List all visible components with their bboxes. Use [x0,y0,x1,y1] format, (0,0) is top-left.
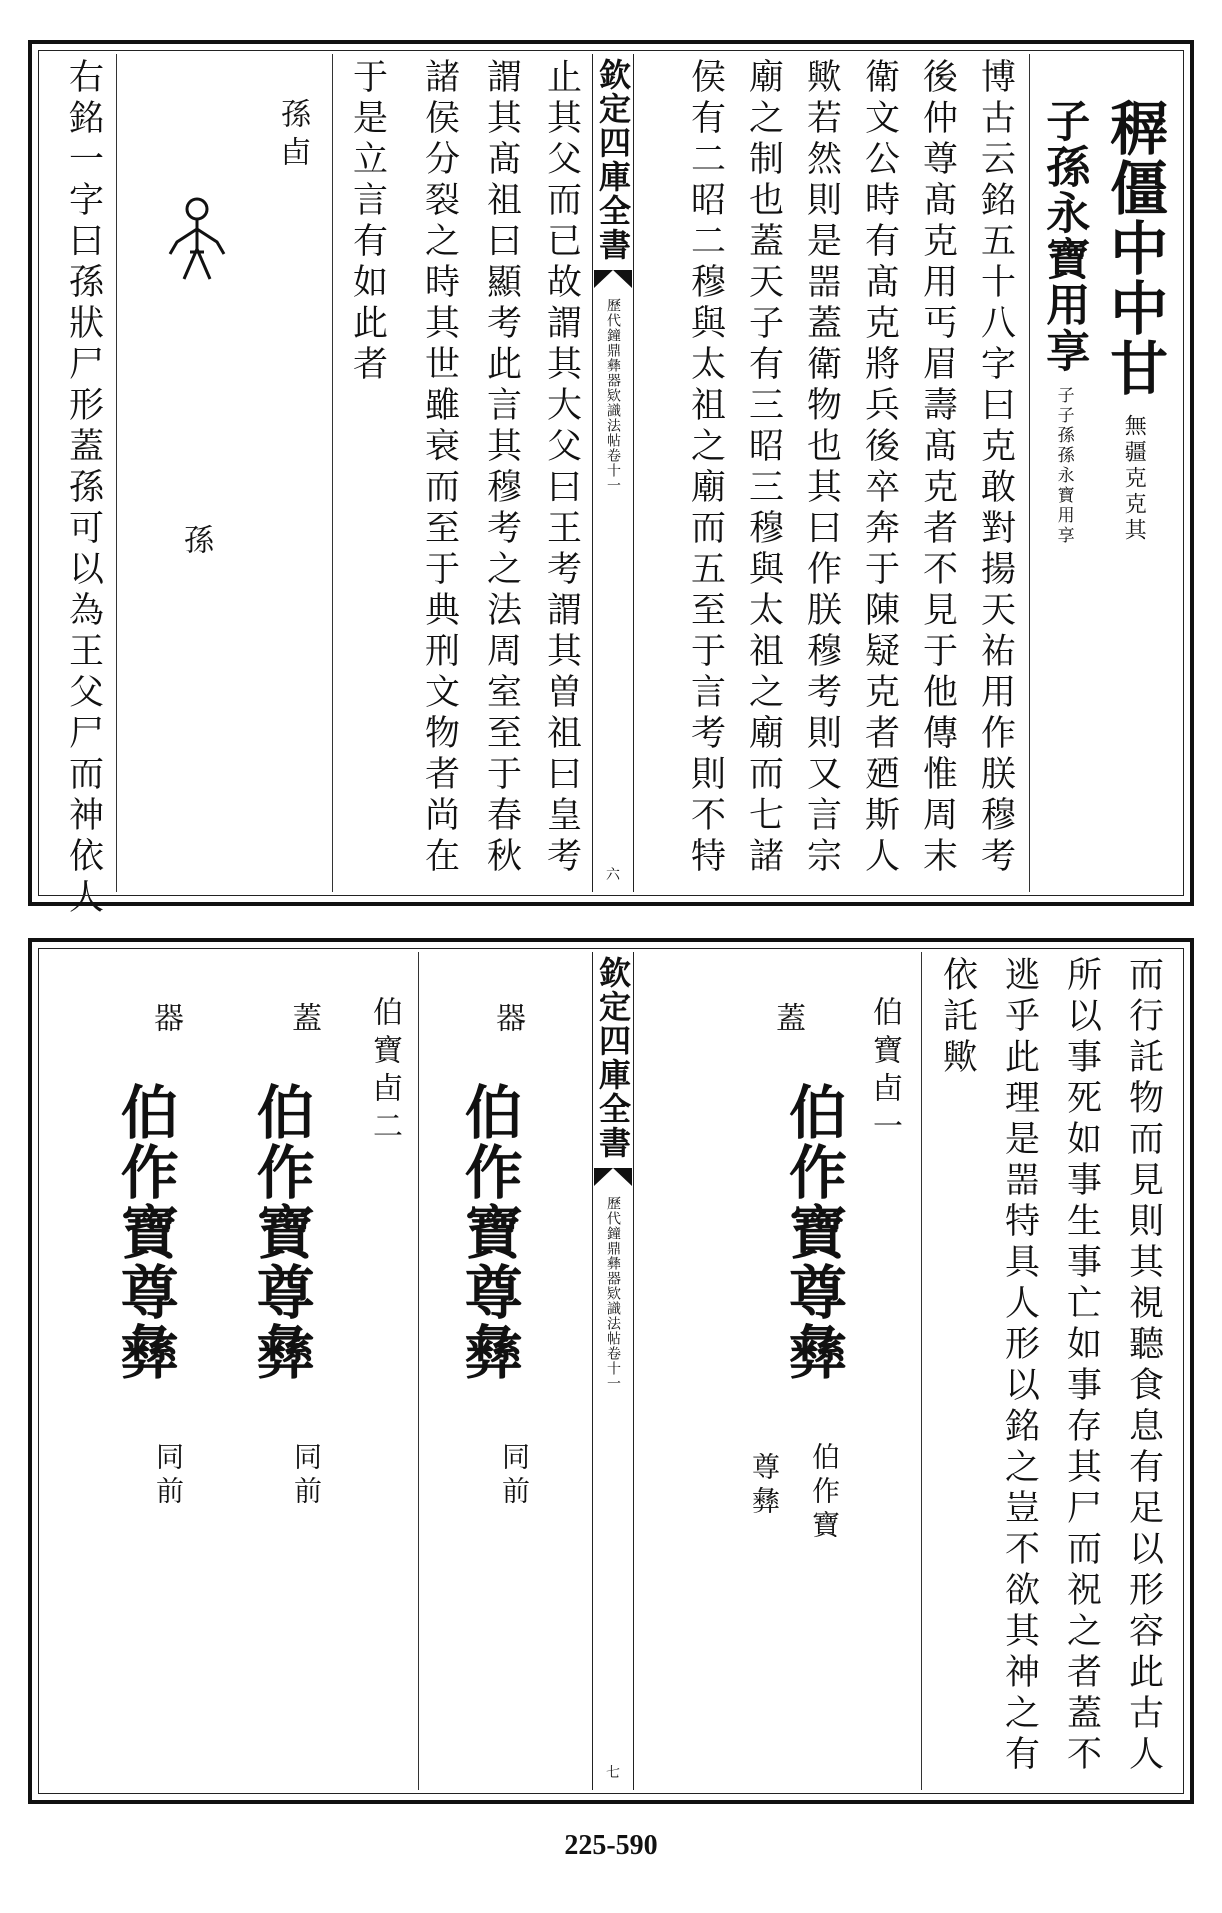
column-divider [418,952,419,1790]
body-text: 于是立言有如此者 [347,58,388,386]
text-column [676,58,734,888]
bo-bao-you-2-title-column [354,956,414,1786]
same-as-note: 同前 [152,1442,185,1510]
transcription-row2: 子子孫孫永寶用享 [1053,386,1074,546]
body-text: 後仲尊髙克用丐眉壽髙克者不見于他傳惟周末 [917,58,958,878]
seal-gai: 伯作寶尊彝 [779,1082,847,1382]
fold-volume: 卷十一 [605,448,621,493]
column-divider [1029,54,1030,892]
body-text: 博古云銘五十八字曰克敢對揚天祐用作朕穆考 [975,58,1016,878]
bo-bao-you-2-title: 伯寶卣二 [367,996,402,1148]
bo-bao-you-1-title: 伯寶卣一 [867,996,902,1148]
sun-you-title-column [262,58,322,888]
body-text: 止其父而已故謂其大父曰王考謂其曽祖曰皇考 [541,58,582,878]
note-text: 右銘一字曰孫狀尸形蓋孫可以為王父尸而神依人 [63,58,104,919]
fold-subtitle-block [606,298,620,493]
body-text: 所以事死如事生事亡如事存其尸而祝之者蓋不 [1061,956,1102,1776]
column-divider [921,952,922,1790]
body-text: 衛文公時有髙克將兵後卒奔于陳疑克者廼斯人 [859,58,900,878]
text-column [532,58,590,888]
same-as-note: 同前 [290,1442,323,1510]
transcription-row1: 無疆克克其 [1121,414,1147,544]
transcription-b: 尊彝 [748,1452,781,1520]
fold-title: 欽定四庫全書 [594,956,632,1160]
column-divider [332,54,333,892]
body-text: 侯有二昭二穆與太祖之廟而五至于言考則不特 [685,58,726,878]
qi-label: 器 [490,1002,525,1040]
fishtail-mark [594,1168,632,1186]
fold-subtitle: 歷代鐘鼎彝器欵識法帖 [605,298,621,448]
seal-gai: 伯作寶尊彝 [246,1082,315,1382]
text-column [410,58,468,888]
text-column [966,58,1024,888]
bottom-page [28,938,1194,1804]
body-text: 依託歟 [937,956,978,1079]
body-text: 諸侯分裂之時其世雖衰而至于典刑文物者尚在 [419,58,460,878]
text-column [1112,956,1174,1786]
body-text: 歟若然則是噐蓋衛物也其曰作朕穆考則又言宗 [801,58,842,878]
text-column [908,58,966,888]
bo-bao-you-1-title-column [854,956,914,1786]
fold-volume: 卷十一 [605,1346,621,1391]
body-text: 而行託物而見則其視聽食息有足以形容此古人 [1123,956,1164,1776]
inscription-column [1032,58,1172,888]
seal-qi: 伯作寶尊彝 [110,1082,179,1382]
sun-you-title: 孫卣 [275,98,310,174]
top-page [28,40,1194,919]
gai-label: 蓋 [286,1002,321,1040]
body-text: 謂其髙祖曰顯考此言其穆考之法周室至于春秋 [481,58,522,878]
qi-label: 器 [148,1002,183,1040]
text-column [338,58,396,888]
same-as-note: 同前 [498,1442,531,1510]
seal-qi: 伯作寶尊彝 [454,1082,523,1382]
fold-subtitle-block [606,1196,620,1391]
body-text: 逃乎此理是噐特具人形以銘之豈不欲其神之有 [999,956,1040,1776]
human-figure-glyph-icon [162,194,232,284]
seal-inscription-row2: 子孫永寶用享 [1038,98,1090,374]
fold-page-number: 六 [606,867,620,883]
page-number: 225-590 [564,1830,658,1861]
fold-page-number: 七 [606,1765,620,1781]
fold-subtitle: 歷代鐘鼎彝器欵識法帖 [605,1196,621,1346]
center-fold [592,54,634,892]
fold-title: 欽定四庫全書 [594,58,632,262]
seal-inscription-row1: 稺僵中中甘 [1100,98,1169,398]
text-column [850,58,908,888]
body-text: 廟之制也蓋天子有三昭三穆與太祖之廟而七諸 [743,58,784,878]
text-column [988,956,1050,1786]
text-column [734,58,792,888]
text-column [472,58,530,888]
column-divider [116,54,117,892]
gai-label: 蓋 [770,1002,805,1040]
transcription-a: 伯作寶 [808,1442,841,1544]
note-column [52,58,114,919]
text-column [926,956,988,1786]
text-column [1050,956,1112,1786]
sun-char-label: 孫 [178,524,213,560]
fishtail-mark [594,270,632,288]
text-column [792,58,850,888]
center-fold [592,952,634,1790]
